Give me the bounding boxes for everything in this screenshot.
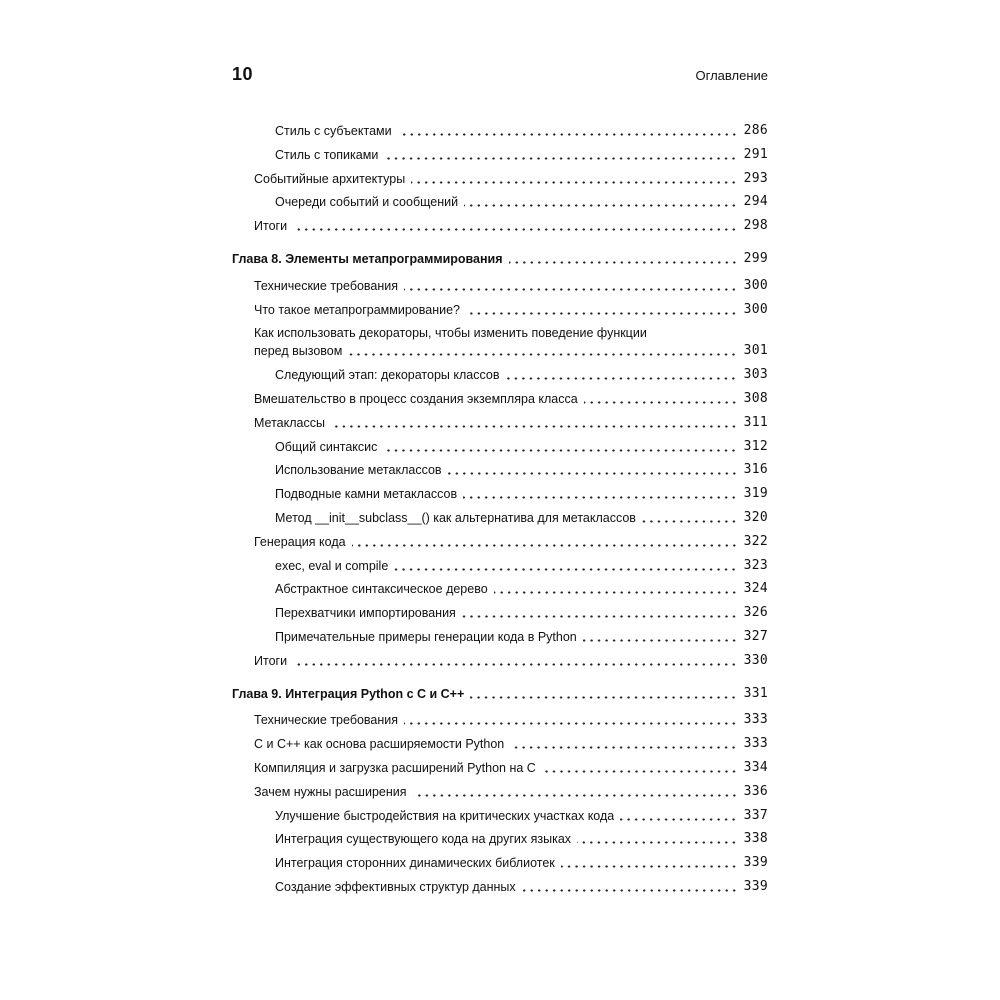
toc-subsection-entry[interactable] [275, 628, 768, 646]
toc-entry-title: Использование метаклассов [275, 463, 442, 478]
toc-entry-title: перед вызовом [254, 344, 343, 359]
toc-entry-title: Создание эффективных структур данных [275, 880, 516, 894]
toc-subsection-entry[interactable] [275, 438, 768, 456]
toc-page-number: 311 [743, 414, 768, 430]
toc-subsection-entry[interactable] [275, 830, 768, 848]
toc-page-number: 331 [743, 685, 768, 701]
dot-leader [384, 157, 737, 160]
toc-page-number: 319 [743, 486, 768, 502]
toc-page-number: 316 [743, 462, 768, 478]
dot-leader [542, 770, 738, 773]
toc-page-number: 294 [743, 194, 768, 210]
toc-section-entry[interactable] [254, 735, 768, 753]
toc-entry-title: Глава 8. Элементы метапрограммирования [232, 252, 503, 266]
dot-leader [293, 663, 738, 666]
toc-page-number: 339 [743, 879, 768, 894]
toc-entry-title: Примечательные примеры генерации кода в Python [275, 630, 577, 644]
dot-leader [331, 425, 738, 428]
toc-page-number: 303 [743, 367, 768, 383]
toc-page-number: 298 [743, 218, 768, 234]
toc-entry-title: Итоги [254, 219, 288, 234]
toc-chapter-entry[interactable] [232, 250, 768, 268]
toc-page-number: 327 [743, 629, 768, 644]
toc-section-entry[interactable] [254, 342, 768, 360]
toc-page-number: 326 [743, 605, 768, 621]
dot-leader [583, 639, 738, 642]
dot-leader [348, 353, 737, 356]
toc-section-entry[interactable] [254, 783, 768, 801]
toc-entry-title: Перехватчики импортирования [275, 606, 456, 621]
toc-page-number: 293 [743, 170, 768, 186]
toc-page-number: 330 [743, 652, 768, 668]
toc-section-entry[interactable] [254, 217, 768, 235]
toc-subsection-entry[interactable] [275, 122, 768, 140]
toc-page-number: 312 [743, 438, 768, 454]
toc-entry-title: Что такое метапрограммирование? [254, 302, 460, 317]
dot-leader [448, 472, 738, 475]
toc-page-number: 324 [743, 581, 768, 597]
toc-entry-title: Подводные камни метаклассов [275, 487, 458, 502]
dot-leader [470, 696, 737, 699]
toc-subsection-entry[interactable] [275, 604, 768, 622]
toc-entry-title: Очереди событий и сообщений [275, 195, 459, 210]
toc-section-entry[interactable] [254, 652, 768, 670]
dot-leader [394, 568, 737, 571]
toc-entry-title: Технические требования [254, 713, 399, 728]
dot-leader [352, 544, 738, 547]
toc-entry-title: Вмешательство в процесс создания экземпляра класса [254, 392, 578, 406]
toc-section-entry[interactable] [254, 533, 768, 551]
toc-page-number: 323 [743, 557, 768, 573]
toc-page-number: 291 [743, 146, 768, 162]
toc-entry-title: Зачем нужны расширения [254, 784, 407, 799]
toc-page-number: 339 [743, 855, 768, 871]
dot-leader [466, 312, 738, 315]
toc-entry-title-line: Как использовать декораторы, чтобы изменить поведение функции [254, 326, 647, 341]
toc-entry-title: exec, eval и compile [275, 558, 389, 573]
running-head: Оглавление [695, 68, 768, 83]
toc-subsection-entry[interactable] [275, 580, 768, 598]
toc-subsection-entry[interactable] [275, 366, 768, 384]
dot-leader [494, 591, 738, 594]
toc-chapter-entry[interactable] [232, 685, 768, 703]
toc-entry-title: Интеграция сторонних динамических библиотек [275, 856, 555, 871]
toc-section-entry[interactable] [254, 301, 768, 319]
dot-leader [398, 133, 738, 136]
toc-page-number: 336 [743, 783, 768, 799]
toc-subsection-entry[interactable] [275, 193, 768, 211]
toc-subsection-entry[interactable] [275, 485, 768, 503]
toc-page-number: 299 [743, 251, 768, 266]
toc-entry-title: Общий синтаксис [275, 439, 378, 454]
toc-page-number: 300 [743, 301, 768, 317]
toc-entry-title: Стиль с топиками [275, 147, 379, 162]
toc-page-number: 337 [743, 807, 768, 823]
toc-entry-title: Интеграция существующего кода на других языках [275, 832, 572, 847]
toc-subsection-entry[interactable] [275, 557, 768, 575]
dot-leader [383, 449, 737, 452]
toc-page-number: 333 [743, 712, 768, 728]
toc-entry-title: C и C++ как основа расширяемости Python [254, 737, 505, 752]
toc-subsection-entry[interactable] [275, 509, 768, 527]
toc-section-entry[interactable] [254, 390, 768, 408]
dot-leader [404, 288, 738, 291]
toc-page-number: 338 [743, 831, 768, 847]
dot-leader [463, 496, 737, 499]
toc-entry-title: Следующий этап: декораторы классов [275, 368, 500, 383]
toc-page-number: 320 [743, 510, 768, 525]
toc-page-number: 334 [743, 760, 768, 775]
toc-page-number: 301 [743, 343, 768, 359]
toc-entry-title: Улучшение быстродействия на критических участках кода [275, 808, 615, 823]
toc-section-entry[interactable] [254, 170, 768, 188]
dot-leader [464, 204, 738, 207]
dot-leader [411, 181, 737, 184]
dot-leader [642, 520, 738, 523]
toc-subsection-entry[interactable] [275, 878, 768, 896]
toc-section-entry[interactable] [254, 414, 768, 432]
dot-leader [510, 746, 737, 749]
dot-leader [522, 889, 738, 892]
toc-subsection-entry[interactable] [275, 854, 768, 872]
dot-leader [505, 377, 737, 380]
toc-entry-title: Метаклассы [254, 415, 325, 430]
dot-leader [561, 865, 738, 868]
toc-page-number: 333 [743, 736, 768, 752]
toc-entry-title: Абстрактное синтаксическое дерево [275, 582, 488, 597]
toc-entry-title: Глава 9. Интеграция Python с C и C++ [232, 686, 465, 701]
toc-section-entry[interactable] [254, 711, 768, 729]
toc-subsection-entry[interactable] [275, 146, 768, 164]
toc-entry-title: Событийные архитектуры [254, 171, 406, 186]
toc-subsection-entry[interactable] [275, 807, 768, 825]
toc-entry-title: Метод __init__subclass__() как альтернатива для метаклассов [275, 511, 636, 525]
dot-leader [620, 818, 737, 821]
dot-leader [584, 401, 738, 404]
toc-entry-title: Генерация кода [254, 534, 346, 549]
toc-page-number: 308 [743, 391, 768, 406]
dot-leader [577, 841, 738, 844]
dot-leader [293, 228, 738, 231]
toc-entry-title: Компиляция и загрузка расширений Python на C [254, 761, 536, 775]
toc-entry-title: Итоги [254, 653, 288, 668]
toc-page-number: 286 [743, 123, 768, 138]
toc-entry-title: Стиль с субъектами [275, 124, 392, 138]
toc-page-number: 322 [743, 533, 768, 549]
toc-subsection-entry[interactable] [275, 461, 768, 479]
toc-entry-title: Технические требования [254, 278, 399, 293]
page-number: 10 [232, 64, 254, 84]
dot-leader [404, 722, 738, 725]
dot-leader [413, 794, 738, 797]
toc-page-number: 300 [743, 277, 768, 293]
dot-leader [462, 615, 738, 618]
toc-section-entry[interactable] [254, 759, 768, 777]
toc-section-entry[interactable] [254, 277, 768, 295]
dot-leader [509, 261, 738, 264]
